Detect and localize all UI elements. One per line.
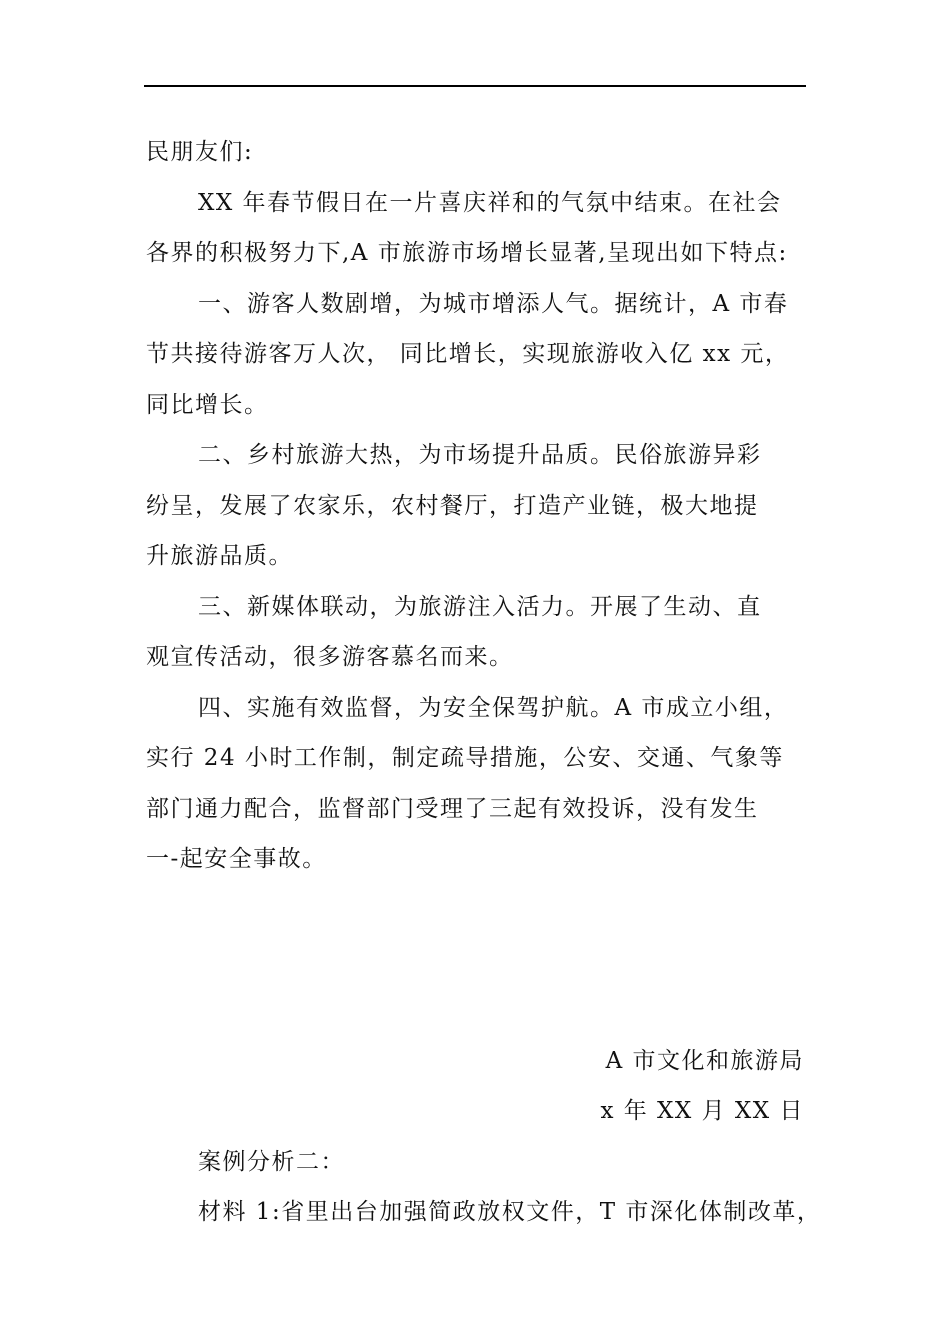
header-rule (144, 85, 806, 87)
paragraph-line: XX 年春节假日在一片喜庆祥和的气氛中结束。在社会 (198, 189, 782, 216)
point-2-line: 纷呈，发展了农家乐，农村餐厅，打造产业链，极大地提 (146, 492, 759, 519)
paragraph-line: 各界的积极努力下,A 市旅游市场增长显著,呈现出如下特点: (146, 240, 788, 266)
point-1-line: 一、游客人数剧增，为城市增添人气。据统计，A 市春 (198, 290, 789, 317)
spacer (146, 885, 806, 1036)
signature-organization: A 市文化和旅游局 (605, 1047, 804, 1074)
point-4-line: 一-起安全事故。 (146, 846, 327, 872)
point-3-line: 观宣传活动，很多游客慕名而来。 (146, 644, 514, 670)
point-4-line: 四、实施有效监督，为安全保驾护航。A 市成立小组， (198, 694, 789, 721)
point-4-line: 部门通力配合，监督部门受理了三起有效投诉，没有发生 (146, 795, 759, 822)
case-heading: 案例分析二： (198, 1148, 345, 1175)
point-3-line: 三、新媒体联动，为旅游注入活力。开展了生动、直 (198, 593, 762, 620)
material-1-line: 材料 1:省里出台加强简政放权文件，T 市深化体制改革， (198, 1199, 822, 1225)
point-2-line: 升旅游品质。 (146, 543, 293, 569)
point-2-line: 二、乡村旅游大热，为市场提升品质。民俗旅游异彩 (198, 442, 762, 468)
greeting: 民朋友们: (146, 139, 254, 165)
point-1-line: 节共接待游客万人次， 同比增长，实现旅游收入亿 xx 元， (146, 341, 790, 367)
point-4-line: 实行 24 小时工作制，制定疏导措施，公安、交通、气象等 (146, 745, 784, 771)
point-1-line: 同比增长。 (146, 391, 269, 418)
signature-date: x 年 XX 月 XX 日 (600, 1098, 804, 1124)
document-body (146, 127, 822, 1238)
